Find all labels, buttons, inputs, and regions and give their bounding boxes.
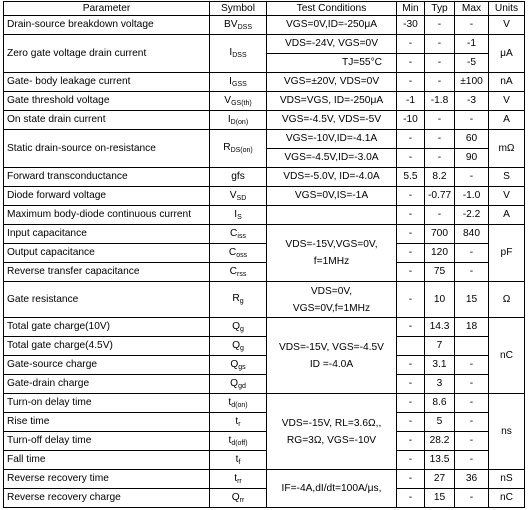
table-row: [4, 111, 525, 130]
typ-cell: 28.2: [425, 432, 455, 451]
symbol-cell: $Q_{rr}$: [210, 489, 267, 508]
symbol-cell: $Q_g$: [210, 318, 267, 337]
typ-cell: -: [425, 16, 455, 35]
unit-cell: A: [489, 111, 525, 130]
table-row: [4, 432, 525, 451]
typ-cell: 5: [425, 413, 455, 432]
max-cell: 36: [455, 470, 489, 489]
max-cell: -: [455, 375, 489, 394]
max-cell: -: [455, 451, 489, 470]
max-cell: 90: [455, 149, 489, 168]
param-cell: Static drain-source on-resistance: [4, 130, 210, 168]
unit-cell: Ω: [489, 282, 525, 318]
unit-cell: nC: [489, 318, 525, 394]
symbol-cell: $C_{rss}$: [210, 263, 267, 282]
typ-cell: 120: [425, 244, 455, 263]
table-row: [4, 92, 525, 111]
table-row: [4, 73, 525, 92]
typ-cell: 27: [425, 470, 455, 489]
param-cell: Maximum body-diode continuous current: [4, 206, 210, 225]
symbol-cell: $V_{SD}$: [210, 187, 267, 206]
col-test-conditions: Test Conditions: [267, 2, 397, 16]
max-cell: -: [455, 244, 489, 263]
table-row: [4, 470, 525, 489]
condition-cell: VDS=-15V, RL=3.6Ω,, RG=3Ω, VGS=-10V: [267, 394, 397, 470]
min-cell: -: [397, 244, 425, 263]
typ-cell: -: [425, 54, 455, 73]
max-cell: -2.2: [455, 206, 489, 225]
condition-cell: IF=-4A,dI/dt=100A/μs,: [267, 470, 397, 508]
min-cell: -: [397, 470, 425, 489]
condition-cell: VGS=±20V, VDS=0V: [267, 73, 397, 92]
max-cell: 840: [455, 225, 489, 244]
param-cell: Turn-off delay time: [4, 432, 210, 451]
symbol-cell: $I_{D(on)}$: [210, 111, 267, 130]
condition-cell: VGS=-10V,ID=-4.1A: [267, 130, 397, 149]
max-cell: -5: [455, 54, 489, 73]
max-cell: -: [455, 413, 489, 432]
symbol-cell: gfs: [210, 168, 267, 187]
max-cell: -1.0: [455, 187, 489, 206]
min-cell: -: [397, 318, 425, 337]
max-cell: -1: [455, 35, 489, 54]
symbol-cell: $BV_{DSS}$: [210, 16, 267, 35]
param-cell: Gate-drain charge: [4, 375, 210, 394]
param-cell: Reverse recovery time: [4, 470, 210, 489]
max-cell: -: [455, 16, 489, 35]
condition-cell: VDS=-15V, VGS=-4.5V ID =-4.0A: [267, 318, 397, 394]
unit-cell: μA: [489, 35, 525, 73]
param-cell: Reverse recovery charge: [4, 489, 210, 508]
unit-cell: ns: [489, 394, 525, 470]
max-cell: -3: [455, 92, 489, 111]
min-cell: 5.5: [397, 168, 425, 187]
min-cell: -: [397, 282, 425, 318]
typ-cell: 8.6: [425, 394, 455, 413]
symbol-cell: $Q_{gs}$: [210, 356, 267, 375]
symbol-cell: $t_f$: [210, 451, 267, 470]
table-row: [4, 35, 525, 54]
table-row: [4, 16, 525, 35]
max-cell: -: [455, 356, 489, 375]
condition-cell: VGS=0V,ID=-250μA: [267, 16, 397, 35]
typ-cell: 3.1: [425, 356, 455, 375]
table-row: [4, 130, 525, 149]
unit-cell: nC: [489, 489, 525, 508]
symbol-cell: $C_{oss}$: [210, 244, 267, 263]
symbol-cell: $R_g$: [210, 282, 267, 318]
min-cell: -: [397, 394, 425, 413]
symbol-cell: $t_r$: [210, 413, 267, 432]
symbol-cell: $C_{iss}$: [210, 225, 267, 244]
param-cell: Gate resistance: [4, 282, 210, 318]
col-min: Min: [397, 2, 425, 16]
min-cell: -: [397, 54, 425, 73]
typ-cell: -0.77: [425, 187, 455, 206]
unit-cell: A: [489, 206, 525, 225]
table-row: [4, 244, 525, 263]
unit-cell: V: [489, 187, 525, 206]
symbol-cell: $Q_g$: [210, 337, 267, 356]
typ-cell: -: [425, 111, 455, 130]
condition-cell: VGS=0V,IS=-1A: [267, 187, 397, 206]
condition-cell: VDS=-24V, VGS=0V: [267, 35, 397, 54]
unit-cell: nS: [489, 470, 525, 489]
unit-cell: V: [489, 92, 525, 111]
min-cell: -: [397, 356, 425, 375]
typ-cell: 14.3: [425, 318, 455, 337]
table-row: [4, 206, 525, 225]
max-cell: -: [455, 489, 489, 508]
table-row: [4, 282, 525, 318]
typ-cell: 3: [425, 375, 455, 394]
param-cell: Drain-source breakdown voltage: [4, 16, 210, 35]
unit-cell: V: [489, 16, 525, 35]
symbol-cell: $t_{d(on)}$: [210, 394, 267, 413]
max-cell: -: [455, 432, 489, 451]
table-row: [4, 356, 525, 375]
typ-cell: -: [425, 149, 455, 168]
col-typ: Typ: [425, 2, 455, 16]
symbol-cell: $R_{DS(on)}$: [210, 130, 267, 168]
condition-cell: VDS=0V, VGS=0V,f=1MHz: [267, 282, 397, 318]
typ-cell: -: [425, 206, 455, 225]
max-cell: -: [455, 394, 489, 413]
symbol-cell: $t_{rr}$: [210, 470, 267, 489]
min-cell: -: [397, 149, 425, 168]
symbol-cell: $Q_{gd}$: [210, 375, 267, 394]
table-row: [4, 263, 525, 282]
table-row: [4, 187, 525, 206]
col-symbol: Symbol: [210, 2, 267, 16]
param-cell: Diode forward voltage: [4, 187, 210, 206]
max-cell: -: [455, 168, 489, 187]
param-cell: Input capacitance: [4, 225, 210, 244]
condition-cell: VDS=-5.0V, ID=-4.0A: [267, 168, 397, 187]
unit-cell: pF: [489, 225, 525, 282]
max-cell: -: [455, 263, 489, 282]
min-cell: -: [397, 225, 425, 244]
unit-cell: mΩ: [489, 130, 525, 168]
param-cell: Total gate charge(10V): [4, 318, 210, 337]
typ-cell: -1.8: [425, 92, 455, 111]
max-cell: 15: [455, 282, 489, 318]
param-cell: Total gate charge(4.5V): [4, 337, 210, 356]
min-cell: [397, 337, 425, 356]
table-row: [4, 168, 525, 187]
unit-cell: S: [489, 168, 525, 187]
electrical-characteristics-table: [3, 1, 525, 508]
symbol-cell: $t_{d(off)}$: [210, 432, 267, 451]
col-max: Max: [455, 2, 489, 16]
typ-cell: -: [425, 130, 455, 149]
param-cell: Gate-source charge: [4, 356, 210, 375]
min-cell: -1: [397, 92, 425, 111]
col-units: Units: [489, 2, 525, 16]
condition-cell: VGS=-4.5V, VDS=-5V: [267, 111, 397, 130]
max-cell: 18: [455, 318, 489, 337]
table-row: [4, 318, 525, 337]
condition-cell: VDS=-15V,VGS=0V, f=1MHz: [267, 225, 397, 282]
typ-cell: 7: [425, 337, 455, 356]
typ-cell: 8.2: [425, 168, 455, 187]
param-cell: Reverse transfer capacitance: [4, 263, 210, 282]
table-row: [4, 225, 525, 244]
max-cell: 60: [455, 130, 489, 149]
min-cell: -: [397, 35, 425, 54]
max-cell: ±100: [455, 73, 489, 92]
condition-cell: VDS=VGS, ID=-250μA: [267, 92, 397, 111]
min-cell: -10: [397, 111, 425, 130]
table-row: [4, 375, 525, 394]
table-row: [4, 337, 525, 356]
max-cell: -: [455, 111, 489, 130]
typ-cell: 10: [425, 282, 455, 318]
unit-cell: nA: [489, 73, 525, 92]
min-cell: -: [397, 187, 425, 206]
typ-cell: -: [425, 73, 455, 92]
table-row: [4, 413, 525, 432]
min-cell: -: [397, 451, 425, 470]
table-row: [4, 489, 525, 508]
typ-cell: 13.5: [425, 451, 455, 470]
min-cell: -: [397, 206, 425, 225]
typ-cell: 75: [425, 263, 455, 282]
condition-cell: [267, 206, 397, 225]
min-cell: -: [397, 130, 425, 149]
param-cell: Gate threshold voltage: [4, 92, 210, 111]
min-cell: -: [397, 432, 425, 451]
typ-cell: 15: [425, 489, 455, 508]
table-row: [4, 451, 525, 470]
typ-cell: -: [425, 35, 455, 54]
condition-cell: VGS=-4.5V,ID=-3.0A: [267, 149, 397, 168]
col-parameter: Parameter: [4, 2, 210, 16]
max-cell: [455, 337, 489, 356]
min-cell: -: [397, 413, 425, 432]
param-cell: Rise time: [4, 413, 210, 432]
param-cell: Turn-on delay time: [4, 394, 210, 413]
param-cell: On state drain current: [4, 111, 210, 130]
param-cell: Zero gate voltage drain current: [4, 35, 210, 73]
min-cell: -: [397, 263, 425, 282]
min-cell: -: [397, 489, 425, 508]
param-cell: Output capacitance: [4, 244, 210, 263]
symbol-cell: $I_S$: [210, 206, 267, 225]
header-row: [4, 2, 525, 16]
param-cell: Forward transconductance: [4, 168, 210, 187]
symbol-cell: $I_{GSS}$: [210, 73, 267, 92]
condition-cell: TJ=55°C: [267, 54, 397, 73]
typ-cell: 700: [425, 225, 455, 244]
min-cell: -: [397, 375, 425, 394]
min-cell: -: [397, 73, 425, 92]
symbol-cell: $I_{DSS}$: [210, 35, 267, 73]
symbol-cell: $V_{GS(th)}$: [210, 92, 267, 111]
table-row: [4, 394, 525, 413]
param-cell: Gate- body leakage current: [4, 73, 210, 92]
min-cell: -30: [397, 16, 425, 35]
param-cell: Fall time: [4, 451, 210, 470]
